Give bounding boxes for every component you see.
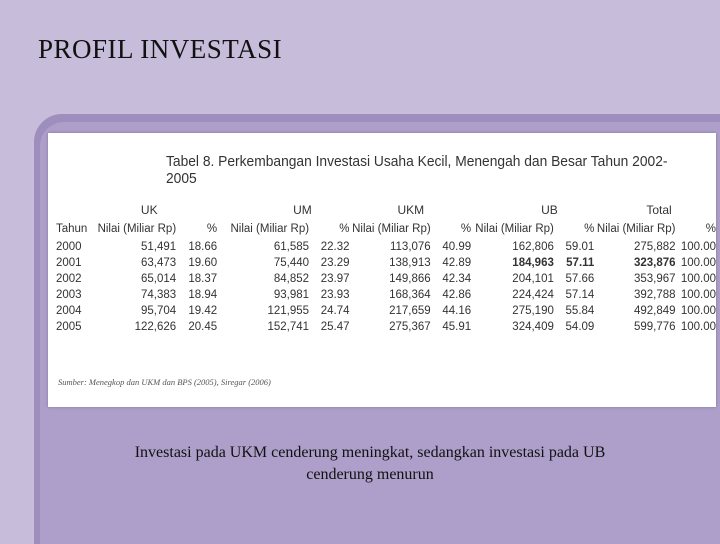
table-source-note: Sumber: Menegkop dan UKM dan BPS (2005), Siregar (2006) (58, 377, 271, 387)
table-row (56, 287, 716, 303)
slide-caption (70, 442, 670, 486)
cell-ub-value: 224,424 (512, 289, 554, 301)
cell-uk-pct: 19.42 (188, 305, 218, 317)
cell-ukm-pct: 42.34 (442, 273, 472, 285)
cell-ukm-value: 138,913 (389, 257, 431, 269)
cell-year: 2002 (56, 273, 82, 285)
cell-total-value: 323,876 (633, 257, 676, 269)
table-image-card (48, 133, 716, 407)
table-row (56, 303, 716, 319)
col-header-total-pct: % (705, 223, 716, 235)
group-header-ub: UB (541, 203, 558, 217)
table-subheader-row (56, 219, 716, 239)
cell-um-value: 121,955 (267, 305, 310, 317)
cell-total-pct: 100.00 (680, 273, 716, 285)
cell-ub-value: 275,190 (512, 305, 554, 317)
cell-ukm-value: 149,866 (389, 273, 431, 285)
cell-ub-pct: 59.01 (565, 241, 595, 253)
cell-uk-pct: 18.66 (188, 241, 218, 253)
cell-ukm-value: 113,076 (389, 241, 431, 253)
cell-ukm-pct: 42.86 (442, 289, 472, 301)
cell-ub-pct: 57.11 (566, 257, 595, 269)
cell-total-pct: 100.00 (680, 305, 716, 317)
table-row (56, 239, 716, 255)
cell-um-pct: 23.93 (320, 289, 350, 301)
cell-ub-value: 204,101 (512, 273, 554, 285)
cell-ukm-pct: 40.99 (442, 241, 472, 253)
cell-um-pct: 23.97 (320, 273, 350, 285)
cell-ub-pct: 54.09 (565, 321, 595, 333)
slide-title: PROFIL INVESTASI (38, 34, 283, 64)
cell-ukm-value: 168,364 (389, 289, 431, 301)
cell-um-value: 61,585 (273, 241, 310, 253)
col-header-ukm-value: Nilai (Miliar Rp) (352, 223, 431, 235)
cell-ukm-value: 275,367 (389, 321, 431, 333)
cell-uk-value: 122,626 (134, 321, 177, 333)
col-header-um-value: Nilai (Miliar Rp) (230, 223, 310, 235)
cell-um-pct: 22.32 (320, 241, 350, 253)
investment-table (56, 201, 716, 335)
caption-line-2: cenderung menurun (306, 466, 434, 483)
table-row (56, 319, 716, 335)
cell-year: 2003 (56, 289, 82, 301)
cell-year: 2000 (56, 241, 82, 253)
cell-total-value: 392,788 (633, 289, 676, 301)
col-header-uk-pct: % (206, 223, 218, 235)
cell-ukm-pct: 45.91 (442, 321, 472, 333)
cell-uk-value: 65,014 (140, 273, 177, 285)
cell-uk-value: 63,473 (140, 257, 177, 269)
group-header-ukm: UKM (397, 203, 425, 217)
cell-total-value: 492,849 (633, 305, 676, 317)
table-title: Tabel 8. Perkembangan Investasi Usaha Kecil, Menengah dan Besar Tahun 2002-2005 (166, 153, 668, 187)
col-header-um-pct: % (339, 223, 350, 235)
caption-line-1: Investasi pada UKM cenderung meningkat, sedangkan investasi pada UB (134, 444, 606, 461)
cell-ub-value: 162,806 (512, 241, 554, 253)
cell-um-value: 93,981 (273, 289, 310, 301)
cell-ub-pct: 57.66 (565, 273, 595, 285)
col-header-ukm-pct: % (460, 223, 472, 235)
cell-um-value: 152,741 (267, 321, 310, 333)
cell-total-pct: 100.00 (680, 257, 716, 269)
col-header-total-value: Nilai (Miliar Rp) (596, 223, 676, 235)
cell-total-pct: 100.00 (680, 289, 716, 301)
cell-year: 2005 (56, 321, 82, 333)
group-header-um: UM (293, 203, 312, 217)
cell-uk-pct: 20.45 (188, 321, 218, 333)
cell-total-pct: 100.00 (680, 241, 716, 253)
group-header-total: Total (646, 203, 672, 217)
cell-year: 2004 (56, 305, 82, 317)
cell-uk-value: 51,491 (140, 241, 177, 253)
table-group-header-row (56, 201, 716, 219)
cell-um-pct: 25.47 (320, 321, 350, 333)
cell-ukm-pct: 42.89 (442, 257, 472, 269)
cell-um-value: 84,852 (273, 273, 310, 285)
cell-ub-value: 324,409 (512, 321, 554, 333)
cell-ukm-value: 217,659 (389, 305, 431, 317)
cell-uk-pct: 18.37 (188, 273, 218, 285)
cell-um-pct: 24.74 (320, 305, 350, 317)
cell-total-value: 275,882 (633, 241, 676, 253)
cell-um-pct: 23.29 (320, 257, 350, 269)
col-header-uk-value: Nilai (Miliar Rp) (97, 223, 177, 235)
cell-total-value: 599,776 (633, 321, 676, 333)
cell-total-value: 353,967 (633, 273, 676, 285)
col-header-year: Tahun (56, 223, 88, 235)
cell-um-value: 75,440 (273, 257, 310, 269)
cell-total-pct: 100.00 (680, 321, 716, 333)
cell-uk-pct: 18.94 (188, 289, 218, 301)
cell-year: 2001 (56, 257, 82, 269)
col-header-ub-value: Nilai (Miliar Rp) (475, 223, 554, 235)
col-header-ub-pct: % (584, 223, 595, 235)
table-row (56, 271, 716, 287)
cell-uk-pct: 19.60 (188, 257, 218, 269)
cell-ukm-pct: 44.16 (442, 305, 472, 317)
cell-ub-pct: 57.14 (565, 289, 595, 301)
cell-uk-value: 95,704 (140, 305, 177, 317)
cell-ub-pct: 55.84 (565, 305, 595, 317)
cell-ub-value: 184,963 (512, 257, 554, 269)
cell-uk-value: 74,383 (140, 289, 177, 301)
table-row (56, 255, 716, 271)
group-header-uk: UK (140, 203, 158, 217)
